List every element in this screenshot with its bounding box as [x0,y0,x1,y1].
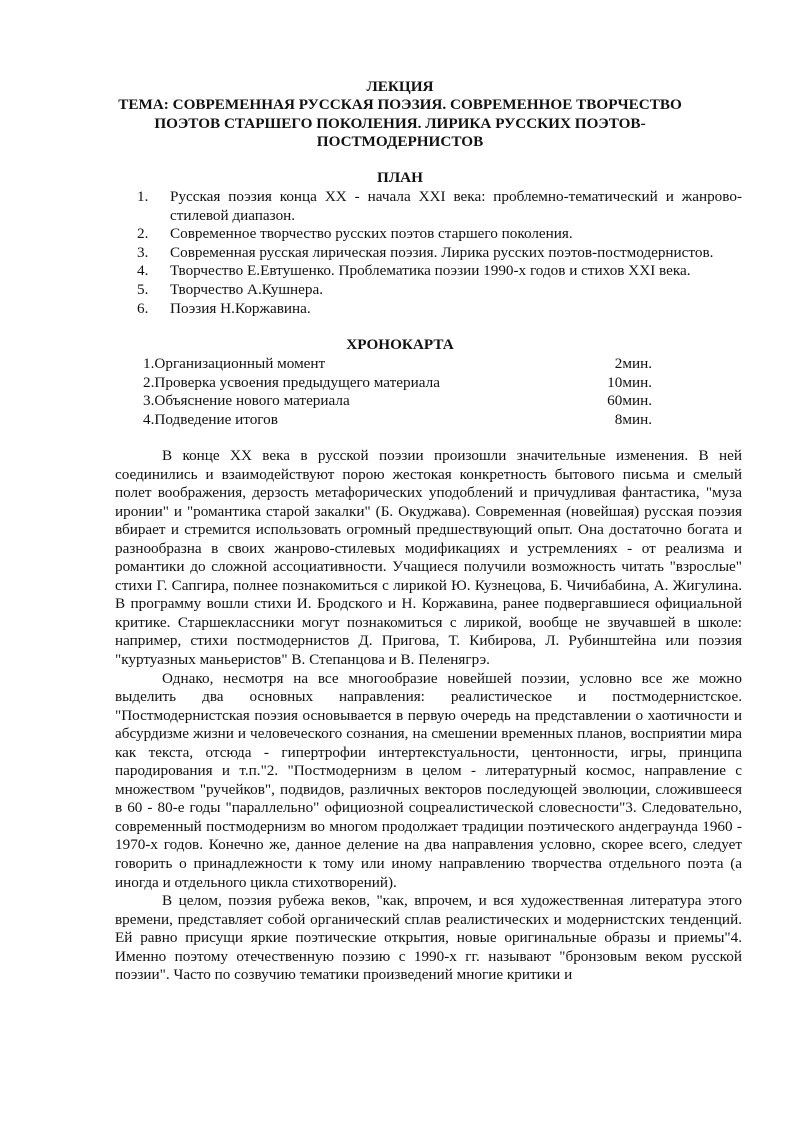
chronocard-title: ХРОНОКАРТА [346,336,454,353]
chronocard-row [0,374,800,393]
chronocard-stage: 3.Объяснение нового материала [143,392,350,410]
theme-line-1: ТЕМА: СОВРЕМЕННАЯ РУССКАЯ ПОЭЗИЯ. СОВРЕМЕННОЕ ТВОРЧЕСТВО [118,96,682,113]
chronocard-row [0,392,800,411]
body-paragraph: Однако, несмотря на все многообразие новейшей поэзии, условно все же можно выделить два основных направления: реалистическое и постмодернистское. "Постмодернистская поэзия основывается в первую очередь на представлении о хаотичности и абсурдизме жизни и человеческого сознания, на смешении временных планов, восприятии мира как текста, отсюда - гипертрофии интертекстуальности, центонности, игры, принципа пародирования и т.п."2. "Постмодернизм в целом - литературный космос, направление с множеством "ручейков", подвидов, различных векторов последующей эволюции, сложившееся в 60 - 80-е годы "параллельно" официозной соцреалистической словесности"3. Следовательно, современный постмодернизм во многом продолжает традиции поэтического андеграунда 1960 - 1970-х годов. Конечно же, данное деление на два направления условно, скорее всего, следует говорить о принадлежности к тому или иному направлению творчества отдельного поэта (а иногда и отдельного цикла стихотворений). [115,669,742,891]
plan-item-text: Современная русская лирическая поэзия. Лирика русских поэтов-постмодернистов. [170,243,714,261]
lecture-heading: ЛЕКЦИЯ [366,78,434,95]
plan-item-text: Современное творчество русских поэтов старшего поколения. [170,225,573,243]
plan-item-text: Поэзия Н.Коржавина. [170,299,311,317]
chronocard-stage: 1.Организационный момент [143,355,326,372]
chronocard-row [0,355,800,374]
plan-item-number: 1. [137,188,149,205]
theme-line-2: ПОЭТОВ СТАРШЕГО ПОКОЛЕНИЯ. ЛИРИКА РУССКИХ ПОЭТОВ- [154,114,646,132]
chronocard-stage: 2.Проверка усвоения предыдущего материала [143,373,440,391]
chronocard-duration: 2мин. [614,355,652,372]
theme-line-3: ПОСТМОДЕРНИСТОВ [316,133,484,150]
chronocard-row [0,411,800,430]
chronocard-table [0,355,800,429]
chronocard-duration: 8мин. [614,410,652,428]
plan-item-number: 3. [137,243,149,261]
plan-item-number: 2. [137,225,149,243]
chronocard-duration: 10мин. [607,373,652,391]
plan-list [0,188,800,318]
plan-item [0,281,742,300]
plan-item-text: Русская поэзия конца XX - начала XXI века: проблемно-тематический и жанрово-стилевой диапазон. [170,188,742,224]
plan-item-number: 5. [137,280,149,298]
body-paragraph: В целом, поэзия рубежа веков, "как, впрочем, и вся художественная литература этого времени, представляет собой органический сплав реалистических и модернистских тенденций. Ей равно присущи яркие поэтические открытия, новые оригинальные образы и приемы"4. Именно поэтому отечественную поэзию с 1990-х гг. называют "бронзовым веком русской поэзии". Часто по созвучию тематики произведений многие критики и [115,892,742,984]
plan-item [0,225,742,244]
plan-item-number: 4. [137,262,149,280]
plan-title: ПЛАН [377,169,423,186]
plan-item [0,244,742,263]
chronocard-duration: 60мин. [607,392,652,410]
plan-item [0,188,742,225]
plan-item-text: Творчество Е.Евтушенко. Проблематика поэзии 1990-х годов и стихов XXI века. [170,262,691,280]
plan-item-text: Творчество А.Кушнера. [170,280,324,298]
plan-item [0,300,742,319]
body-paragraph: В конце XX века в русской поэзии произошли значительные изменения. В ней соединились и взаимодействуют порою жестокая конкретность бытового письма и смелый полет воображения, дерзость метафорических уподоблений и причудливая фантастика, "муза иронии" и "романтика старой закалки" (Б. Окуджава). Современная (новейшая) русская поэзия вбирает и стремится использовать огромный предшествующий опыт. Она достаточно богата и разнообразна в своих жанрово-стилевых модификациях и устремлениях - от реализма и романтики до сложной ассоциативности. Учащиеся получили возможность читать "взрослые" стихи Г. Сапгира, полнее познакомиться с лирикой Ю. Кузнецова, Б. Чичибабина, А. Жигулина. В программу вошли стихи И. Бродского и Н. Коржавина, ранее подвергавшиеся официальной критике. Старшеклассники могут познакомиться с лирикой, вообще не звучавшей в школе: например, стихи постмодернистов Д. Пригова, Т. Кибирова, Л. Рубинштейна или поэзия "куртуазных маньеристов" В. Степанцова и В. Пеленягрэ. [115,447,742,669]
lecture-body [115,447,742,985]
chronocard-stage: 4.Подведение итогов [143,410,278,428]
plan-item-number: 6. [137,299,149,317]
plan-item [0,262,742,281]
